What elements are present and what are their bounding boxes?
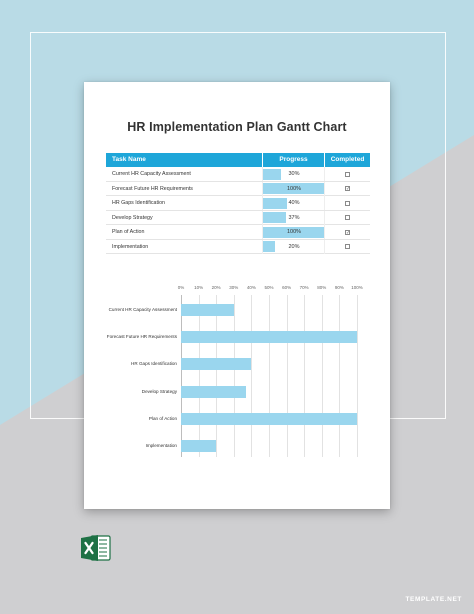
y-axis-line (181, 295, 182, 457)
completed-cell (324, 240, 370, 254)
x-tick-label: 50% (264, 285, 274, 290)
gantt-bar (181, 331, 357, 343)
x-tick-label: 40% (246, 285, 256, 290)
completed-cell (324, 211, 370, 225)
gridline (357, 295, 358, 457)
table-row (106, 240, 370, 255)
chart-row (84, 358, 390, 370)
header-progress: Progress (262, 153, 324, 167)
x-tick-label: 20% (211, 285, 221, 290)
progress-cell (262, 167, 324, 181)
checkbox-empty-icon[interactable] (345, 172, 350, 177)
table-row (106, 167, 370, 182)
progress-value: 100% (286, 229, 302, 235)
checkbox-checked-icon[interactable]: ✓ (346, 229, 351, 236)
chart-row (84, 304, 390, 316)
table-row (106, 211, 370, 226)
document-title: HR Implementation Plan Gantt Chart (127, 120, 347, 134)
table-body (106, 167, 370, 254)
checkbox-checked-icon[interactable]: ✓ (346, 186, 351, 192)
chart-row (84, 386, 390, 398)
progress-value: 100% (286, 185, 302, 192)
completed-cell (324, 196, 370, 210)
category-label: Forecast Future HR Requirements (106, 334, 177, 340)
task-name-cell: HR Gaps Identification (112, 200, 165, 206)
gridline (287, 295, 288, 457)
gantt-bar (181, 386, 246, 398)
table-row (106, 182, 370, 197)
gridline (269, 295, 270, 457)
progress-value: 40% (288, 200, 300, 206)
completed-cell (324, 167, 370, 181)
progress-value: 37% (288, 214, 300, 221)
gridline (234, 295, 235, 457)
category-label: HR Gaps Identification (131, 361, 177, 367)
checkbox-empty-icon[interactable] (345, 215, 350, 220)
table-row (106, 225, 370, 240)
category-label: Current HR Capacity Assessment (108, 307, 177, 312)
category-label: Develop Strategy (141, 388, 177, 394)
x-tick-label: 100% (351, 285, 363, 290)
category-label: Plan of Action (148, 415, 177, 421)
checkbox-empty-icon[interactable] (345, 244, 350, 249)
gridline (304, 295, 305, 457)
completed-cell (324, 225, 370, 239)
table-header (106, 153, 370, 167)
gridline (199, 295, 200, 457)
x-tick-label: 90% (334, 285, 344, 290)
document-page (84, 82, 390, 509)
x-tick-label: 10% (194, 285, 204, 290)
progress-cell (262, 240, 324, 254)
gantt-bar (181, 304, 234, 316)
task-name-cell: Current HR Capacity Assessment (112, 171, 191, 177)
gantt-chart (84, 282, 390, 462)
x-tick-label: 30% (229, 285, 239, 290)
gridline (251, 295, 252, 457)
completed-cell (324, 182, 370, 196)
chart-grid (181, 295, 357, 457)
x-axis-ticks (177, 285, 363, 293)
x-tick-label: 80% (317, 285, 327, 290)
task-name-cell: Forecast Future HR Requirements (112, 185, 193, 192)
task-name-cell: Implementation (112, 243, 149, 250)
progress-cell (262, 196, 324, 210)
x-tick-label: 70% (299, 285, 309, 290)
gantt-bar (181, 358, 251, 370)
header-task-name: Task Name (106, 153, 262, 167)
gridline (322, 295, 323, 457)
progress-table (106, 153, 370, 254)
excel-icon (80, 533, 112, 563)
task-name-cell: Plan of Action (112, 229, 145, 235)
checkbox-empty-icon[interactable] (345, 201, 350, 206)
chart-row (84, 440, 390, 452)
header-completed: Completed (324, 153, 370, 167)
table-row (106, 196, 370, 211)
x-tick-label: 60% (282, 285, 292, 290)
watermark-brand: TEMPLATE.NET (405, 596, 462, 603)
gantt-bar (181, 440, 216, 452)
chart-row (84, 331, 390, 343)
chart-row (84, 413, 390, 425)
progress-value: 20% (288, 243, 300, 250)
gridline (339, 295, 340, 457)
progress-cell (262, 211, 324, 225)
gantt-bar (181, 413, 357, 425)
x-tick-label: 0% (177, 285, 185, 290)
task-name-cell: Develop Strategy (112, 214, 153, 221)
progress-value: 30% (288, 171, 300, 177)
category-label: Implementation (145, 443, 177, 448)
progress-cell (262, 225, 324, 239)
gridline (216, 295, 217, 457)
progress-cell (262, 182, 324, 196)
